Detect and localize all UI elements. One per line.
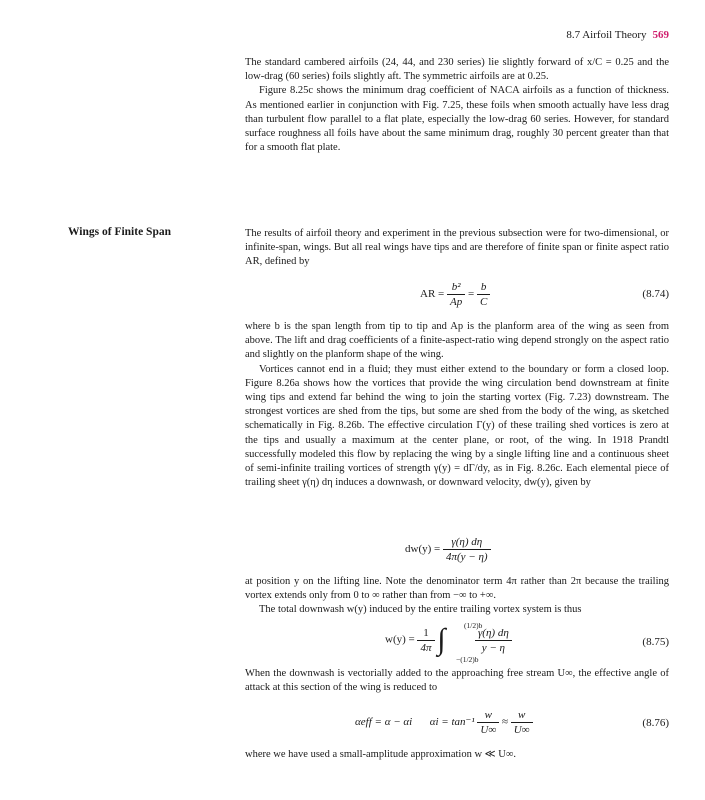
- text-block-effective-angle: [245, 667, 669, 695]
- equation-8-76: αeff = α − αi αi = tan⁻¹ $\frac{w}{U\infty}$ ≈ $\frac{w}{U\infty}$ (8.76): [355, 709, 669, 736]
- paragraph-cambered-airfoils: The standard cambered airfoils (24, 44, and 230 series) lie slightly forward of x/C = 0.25 and the low-drag (60 series) foils slightly aft. The symmetric airfoils are at 0.25.: [245, 57, 669, 83]
- text-block-finite-span: [245, 227, 669, 270]
- eq874-frac1: $\frac{\text{b²}}{Ap}$: [447, 280, 465, 309]
- eq-dw-lhs: dw(y) =: [405, 543, 441, 556]
- text-block-span-def: [245, 320, 669, 490]
- text-block-approximation: [245, 748, 669, 762]
- paragraph-lifting-line: at position y on the lifting line. Note the denominator term 4π rather than 2π because the trailing vortex extends only from 0 to ∞ rather than from −∞ to +∞.: [245, 576, 669, 602]
- eq875-integrand: $\frac{\gamma(\eta) d\eta}{y - \eta}$: [475, 626, 512, 655]
- paragraph-small-amplitude: where we have used a small-amplitude approximation w ≪ U∞.: [245, 749, 516, 760]
- text-block-lifting-line: [245, 575, 669, 618]
- paragraph-vortices: Vortices cannot end in a fluid; they must either extend to the boundary or form a closed loop. Figure 8.26a shows how the vortices that provide the wing circulation bend downstream at finite wing tips and extend far behind the wing to join the starting vortex (Fig. 7.23) downstream. The strongest vortices are shed from the tips, but some are shed from the body of the wing, as sketched schematically in Fig. 8.26b. The effective circulation Γ(y) of these trailing shed vortices is zero at the tips and usually a maximum at the center plane, or root, of the wing. In 1918 Prandtl successfully modeled this flow by replacing the wing by a single lifting line and a continuous sheet of semi-infinite trailing vortices of strength γ(y) = dΓ/dy, as in Fig. 8.26c. Each elemental piece of trailing sheet γ(η) dη induces a downwash, or downward velocity, dw(y), given by: [245, 363, 669, 489]
- eq-dw-frac: $\frac{\gamma(\eta) d\eta}{4\pi(y - \eta)}$: [443, 535, 491, 564]
- eq876-frac2: $\frac{w}{U\infty}$: [511, 708, 533, 737]
- equation-number-8-76: (8.76): [642, 717, 669, 729]
- eq875-const-frac: $\frac{1}{4\pi}$: [417, 626, 434, 655]
- equation-downwash-element: [245, 535, 669, 569]
- paragraph-min-drag: Figure 8.25c shows the minimum drag coefficient of NACA airfoils as a function of thickness. As mentioned earlier in conjunction with Fig. 7.25, these foils when smooth actually have less drag than turbulent flow parallel to a flat plate, especially the low-drag 60 series. However, for standard surface roughness all foils have about the same minimum drag, roughly 30 percent greater than that for a smooth flat plate.: [245, 85, 669, 154]
- equation-8-75: [245, 621, 669, 665]
- running-header: [245, 29, 669, 41]
- paragraph-effective-angle: When the downwash is vectorially added to the approaching free stream U∞, the effective angle of attack at this section of the wing is reduced to: [245, 668, 669, 694]
- integral-upper-limit: (1/2)b: [464, 621, 483, 630]
- paragraph-finite-span-intro: The results of airfoil theory and experiment in the previous subsection were for two-dimensional, or infinite-span, wings. But all real wings have tips and are therefore of finite span or finite aspect ratio AR, defined by: [245, 228, 669, 268]
- paragraph-total-downwash: The total downwash w(y) induced by the entire trailing vortex system is thus: [259, 604, 582, 616]
- page-number: 569: [652, 29, 669, 41]
- section-title: 8.7 Airfoil Theory: [566, 29, 647, 41]
- eq874-lhs: AR =: [420, 288, 445, 301]
- text-block-top: [245, 56, 669, 155]
- eq876-part1: αeff = α − αi: [355, 716, 413, 729]
- eq876-part2: αi = tan⁻¹: [429, 716, 475, 729]
- paragraph-span-definition: where b is the span length from tip to tip and Ap is the planform area of the wing as seen from above. The lift and drag coefficients of a finite-aspect-ratio wing depend strongly on the aspect ratio and slightly on the planform shape of the wing.: [245, 321, 669, 361]
- integral-sign: ∫: [437, 623, 446, 656]
- integral-lower-limit: −(1/2)b: [456, 655, 479, 664]
- eq875-lhs: w(y) =: [385, 633, 415, 646]
- section-heading-wings: Wings of Finite Span: [68, 226, 171, 238]
- equation-8-74: AR = $\frac{\text{b²}}{Ap}$ = $\frac{b}{C}$ (8.74): [420, 281, 669, 308]
- eq874-frac2: $\frac{b}{C}$: [477, 280, 490, 309]
- eq876-frac1: $\frac{w}{U\infty}$: [477, 708, 499, 737]
- equation-number-8-74: (8.74): [642, 288, 669, 300]
- equation-number-8-75: (8.75): [642, 636, 669, 648]
